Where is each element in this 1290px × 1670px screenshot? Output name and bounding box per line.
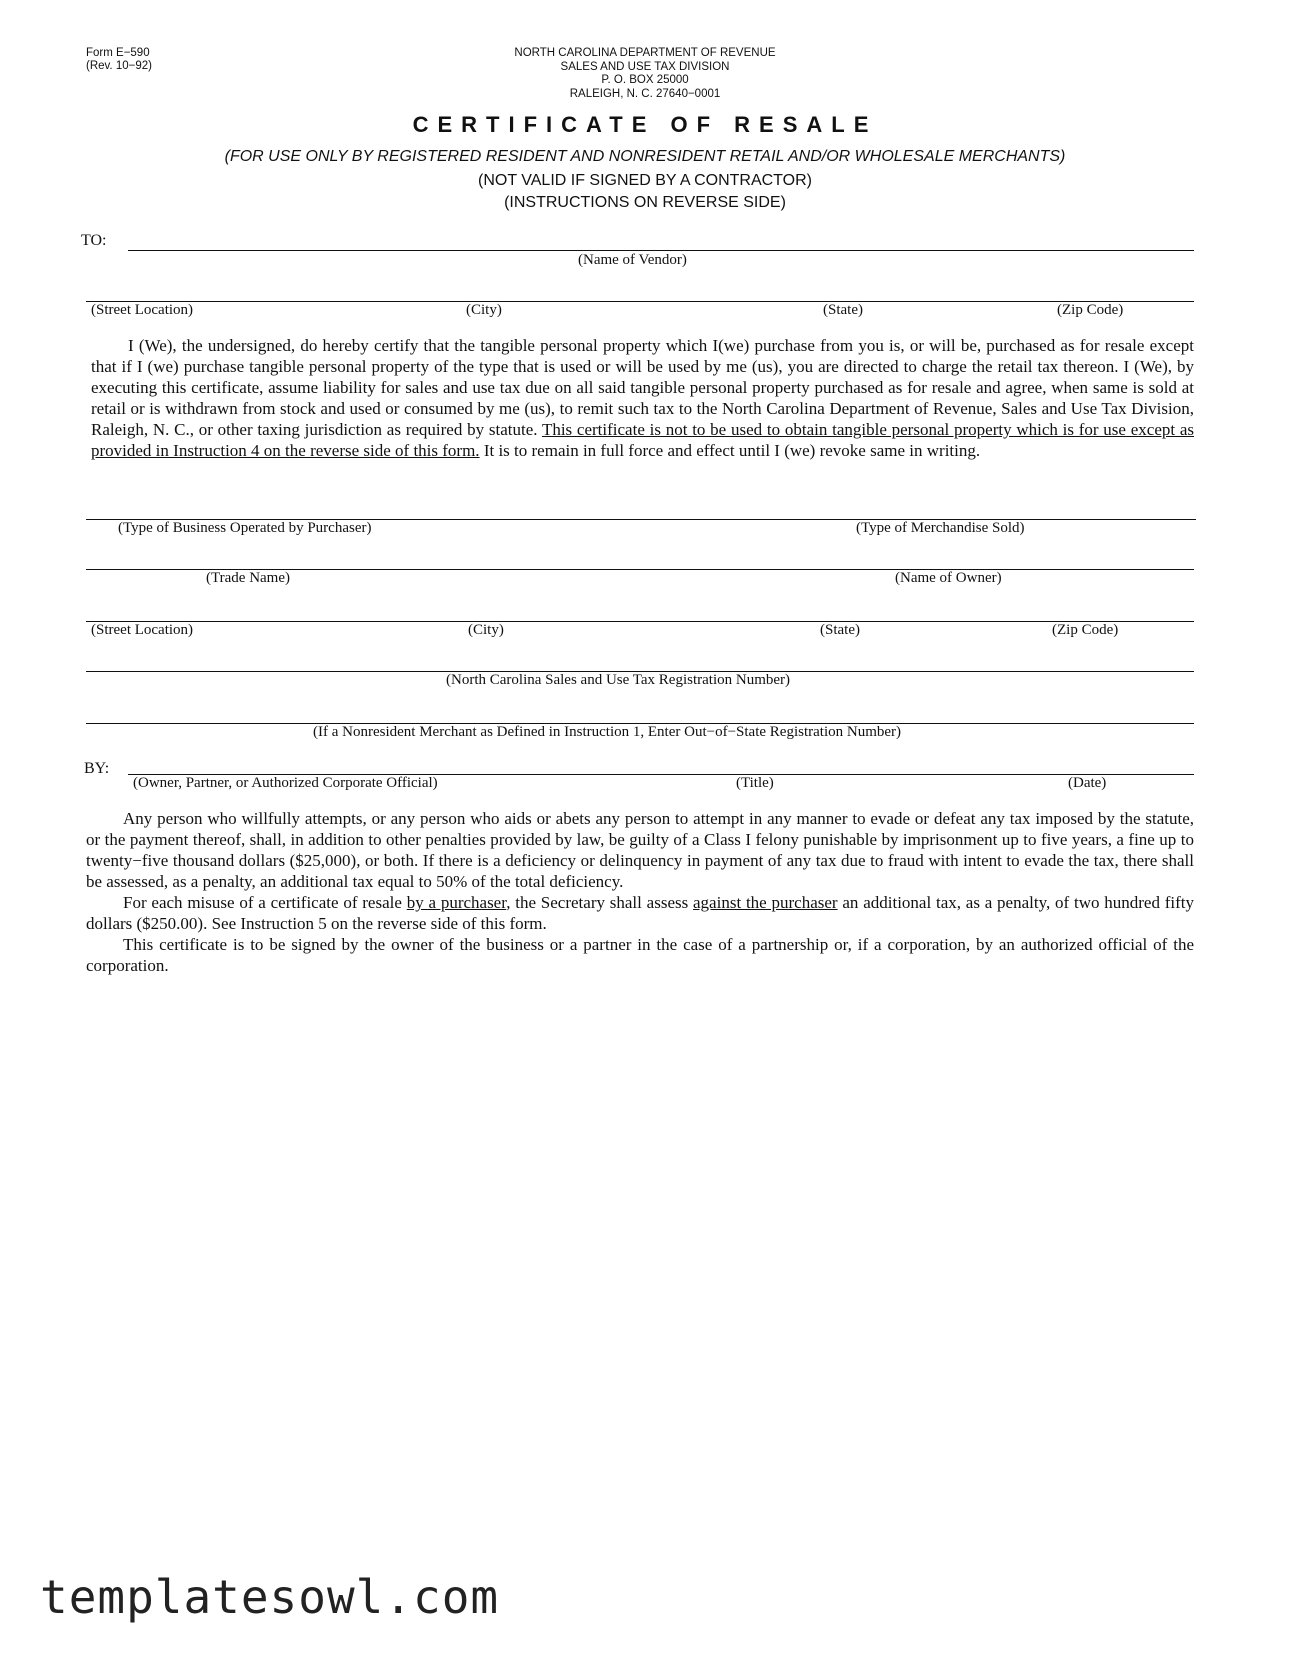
- certification-text: [91, 335, 1194, 461]
- certification-text-end: It is to remain in full force and effect until I (we) revoke same in writing.: [479, 441, 981, 460]
- department-line: SALES AND USE TAX DIVISION: [560, 60, 730, 73]
- date-caption: (Date): [1068, 775, 1107, 791]
- purchaser-street-caption: (Street Location): [91, 622, 194, 638]
- penalty-misuse-text: For each misuse of a certificate of resale: [123, 893, 407, 912]
- penalty-paragraph-fraud: Any person who willfully attempts, or any person who aids or abets any person to attempt in any manner to evade or defeat any tax imposed by the statute, or the payment thereof, shall, in addition to other penalties provided by law, be guilty of a Class I felony punishable by imprisonment up to five years, a fine up to twenty−five thousand dollars ($25,000), or both. If there is a deficiency or delinquency in payment of any tax due to fraud with intent to evade the tax, there shall be assessed, as a penalty, an additional tax equal to 50% of the total deficiency.: [86, 809, 1194, 891]
- purchaser-city-caption: (City): [468, 622, 504, 638]
- department-line: P. O. BOX 25000: [601, 74, 689, 86]
- penalty-misuse-text: , the Secretary shall assess: [506, 893, 694, 912]
- watermark: templatesowl.com: [40, 1570, 500, 1624]
- purchaser-address-field[interactable]: [86, 621, 1194, 622]
- penalty-paragraph-misuse: [86, 892, 1194, 934]
- penalty-underlined-against: against the purchaser: [693, 893, 838, 912]
- vendor-zip-caption: (Zip Code): [1057, 302, 1124, 318]
- signing-instruction: This certificate is to be signed by the owner of the business or a partner in the case of a partnership or, if a corporation, by an authorized official of the corporation.: [86, 935, 1194, 975]
- trade-name-caption: (Trade Name): [206, 570, 291, 586]
- department-address: [400, 47, 890, 101]
- certification-text-underlined: This certificate is not to be used to obtain tangible personal property which is for use except as provided in Instruction 4 on the reverse side of this form.: [91, 420, 1194, 460]
- vendor-state-caption: (State): [823, 302, 863, 318]
- purchaser-zip-caption: (Zip Code): [1052, 622, 1119, 638]
- by-label: BY:: [84, 760, 110, 777]
- vendor-name-caption: (Name of Vendor): [578, 252, 687, 268]
- merchandise-type-caption: (Type of Merchandise Sold): [856, 520, 1025, 536]
- to-label: TO:: [81, 232, 107, 249]
- penalty-misuse-text: an additional tax, as a penalty, of two hundred fifty dollars ($250.00). See Instruction 5 on the reverse side of this form.: [86, 893, 1195, 933]
- vendor-city-caption: (City): [466, 302, 502, 318]
- vendor-address-field[interactable]: [86, 301, 1194, 302]
- nc-registration-caption: (North Carolina Sales and Use Tax Registration Number): [446, 672, 791, 688]
- form-revision: (Rev. 10−92): [86, 60, 152, 72]
- department-line: NORTH CAROLINA DEPARTMENT OF REVENUE: [514, 47, 776, 59]
- department-line: RALEIGH, N. C. 27640−0001: [569, 87, 721, 100]
- out-of-state-registration-caption: (If a Nonresident Merchant as Defined in Instruction 1, Enter Out−of−State Registration Number): [313, 724, 902, 740]
- form-number: Form E−590: [86, 47, 150, 59]
- subtitle-not-valid: (NOT VALID IF SIGNED BY A CONTRACTOR): [478, 172, 812, 189]
- penalties-text: [86, 808, 1194, 976]
- penalty-underlined-purchaser: by a purchaser: [406, 893, 507, 912]
- page-title: CERTIFICATE OF RESALE: [412, 112, 878, 137]
- form-number-block: [86, 47, 152, 73]
- official-caption: (Owner, Partner, or Authorized Corporate Official): [133, 775, 438, 791]
- title-caption: (Title): [736, 775, 774, 791]
- vendor-name-field[interactable]: [128, 250, 1194, 251]
- subtitle-instructions: (INSTRUCTIONS ON REVERSE SIDE): [504, 194, 786, 211]
- vendor-street-caption: (Street Location): [91, 302, 194, 318]
- subtitle-eligibility: (FOR USE ONLY BY REGISTERED RESIDENT AND NONRESIDENT RETAIL AND/OR WHOLESALE MERCHANTS): [224, 148, 1066, 165]
- owner-name-caption: (Name of Owner): [895, 570, 1002, 586]
- business-type-caption: (Type of Business Operated by Purchaser): [118, 520, 372, 536]
- certification-text-main: I (We), the undersigned, do hereby certify that the tangible personal property which I(we) purchase from you is, or will be, purchased as for resale except that if I (we) purchase tangible personal property of the type that is used or will be used by me (us), you are directed to charge the retail tax thereon. I (We), by executing this certificate, assume liability for sales and use tax due on all said tangible personal property purchased as for resale and agree, when same is sold at retail or is withdrawn from stock and used or consumed by me (us), to remit such tax to the North Carolina Department of Revenue, Sales and Use Tax Division, Raleigh, N. C., or other taxing jurisdiction as required by statute.: [91, 336, 1194, 439]
- purchaser-state-caption: (State): [820, 622, 860, 638]
